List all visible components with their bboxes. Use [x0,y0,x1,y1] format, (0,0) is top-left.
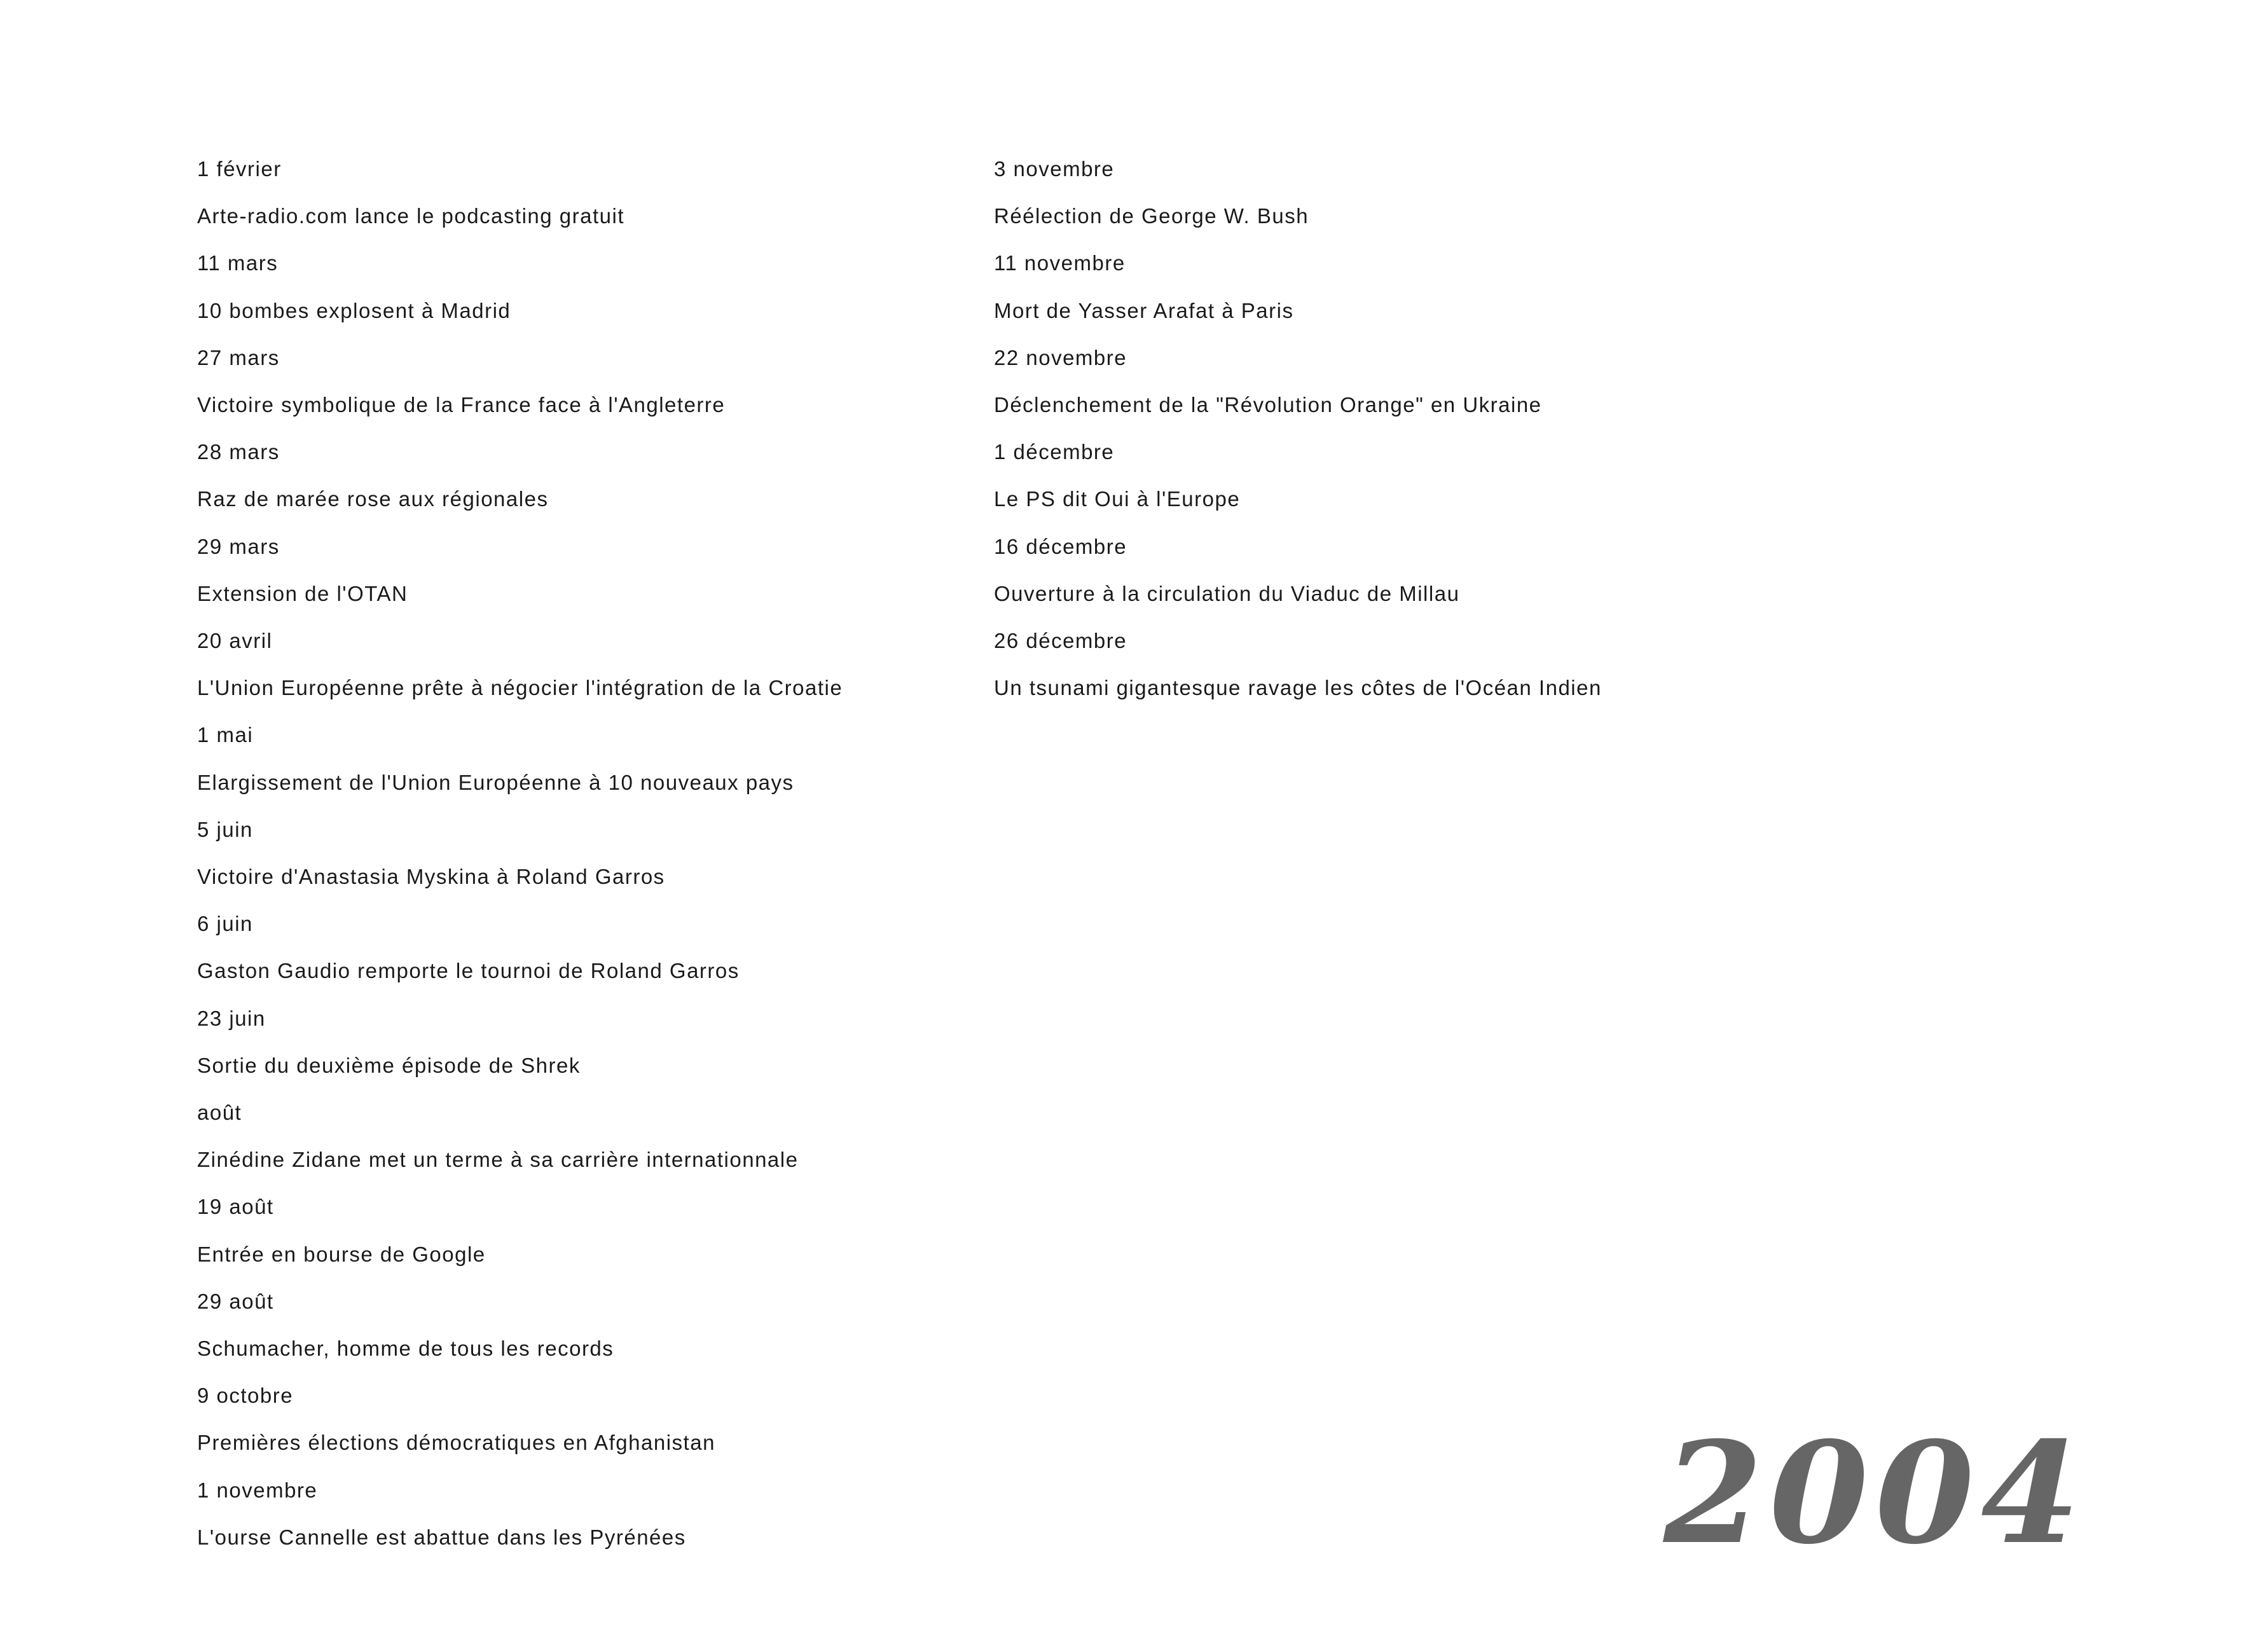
event-description: Gaston Gaudio remporte le tournoi de Roland Garros [197,959,740,983]
event-description: L'Union Européenne prête à négocier l'intégration de la Croatie [197,676,843,700]
event-date: 28 mars [197,440,280,464]
event-date: 19 août [197,1195,274,1219]
event-date: 23 juin [197,1006,266,1030]
event-description: Le PS dit Oui à l'Europe [994,487,1241,511]
event-description: Arte-radio.com lance le podcasting gratuit [197,204,624,228]
event-date: 29 août [197,1289,274,1313]
event-description: Un tsunami gigantesque ravage les côtes de l'Océan Indien [994,676,1602,700]
event-date: 5 juin [197,817,253,841]
event-date: 11 mars [197,251,279,275]
event-date: 27 mars [197,345,280,369]
event-description: Extension de l'OTAN [197,581,408,605]
event-date: août [197,1101,242,1124]
event-description: Ouverture à la circulation du Viaduc de Millau [994,581,1460,605]
event-description: Victoire symbolique de la France face à l'Angleterre [197,393,726,416]
event-date: 9 octobre [197,1384,294,1408]
event-date: 1 novembre [197,1478,318,1502]
event-description: 10 bombes explosent à Madrid [197,298,511,322]
event-date: 29 mars [197,534,280,558]
year-title: 2004 [1663,1410,2086,1575]
event-description: L'ourse Cannelle est abattue dans les Pyrénées [197,1525,686,1549]
event-date: 20 avril [197,629,273,652]
event-description: Victoire d'Anastasia Myskina à Roland Garros [197,865,665,888]
event-description: Elargissement de l'Union Européenne à 10 nouveaux pays [197,770,794,794]
event-date: 22 novembre [994,345,1127,369]
event-description: Premières élections démocratiques en Afghanistan [197,1431,715,1455]
event-description: Réélection de George W. Bush [994,204,1309,228]
event-date: 1 mai [197,723,254,747]
event-description: Zinédine Zidane met un terme à sa carrière internationnale [197,1148,799,1172]
event-date: 1 février [197,157,282,181]
event-description: Entrée en bourse de Google [197,1242,486,1266]
event-description: Sortie du deuxième épisode de Shrek [197,1053,581,1077]
event-description: Mort de Yasser Arafat à Paris [994,298,1294,322]
event-date: 16 décembre [994,534,1127,558]
event-date: 11 novembre [994,251,1126,275]
event-date: 6 juin [197,912,253,936]
event-description: Déclenchement de la "Révolution Orange" en Ukraine [994,393,1542,416]
event-date: 3 novembre [994,157,1115,181]
event-date: 1 décembre [994,440,1115,464]
event-date: 26 décembre [994,629,1127,652]
event-description: Schumacher, homme de tous les records [197,1337,614,1360]
event-description: Raz de marée rose aux régionales [197,487,549,511]
